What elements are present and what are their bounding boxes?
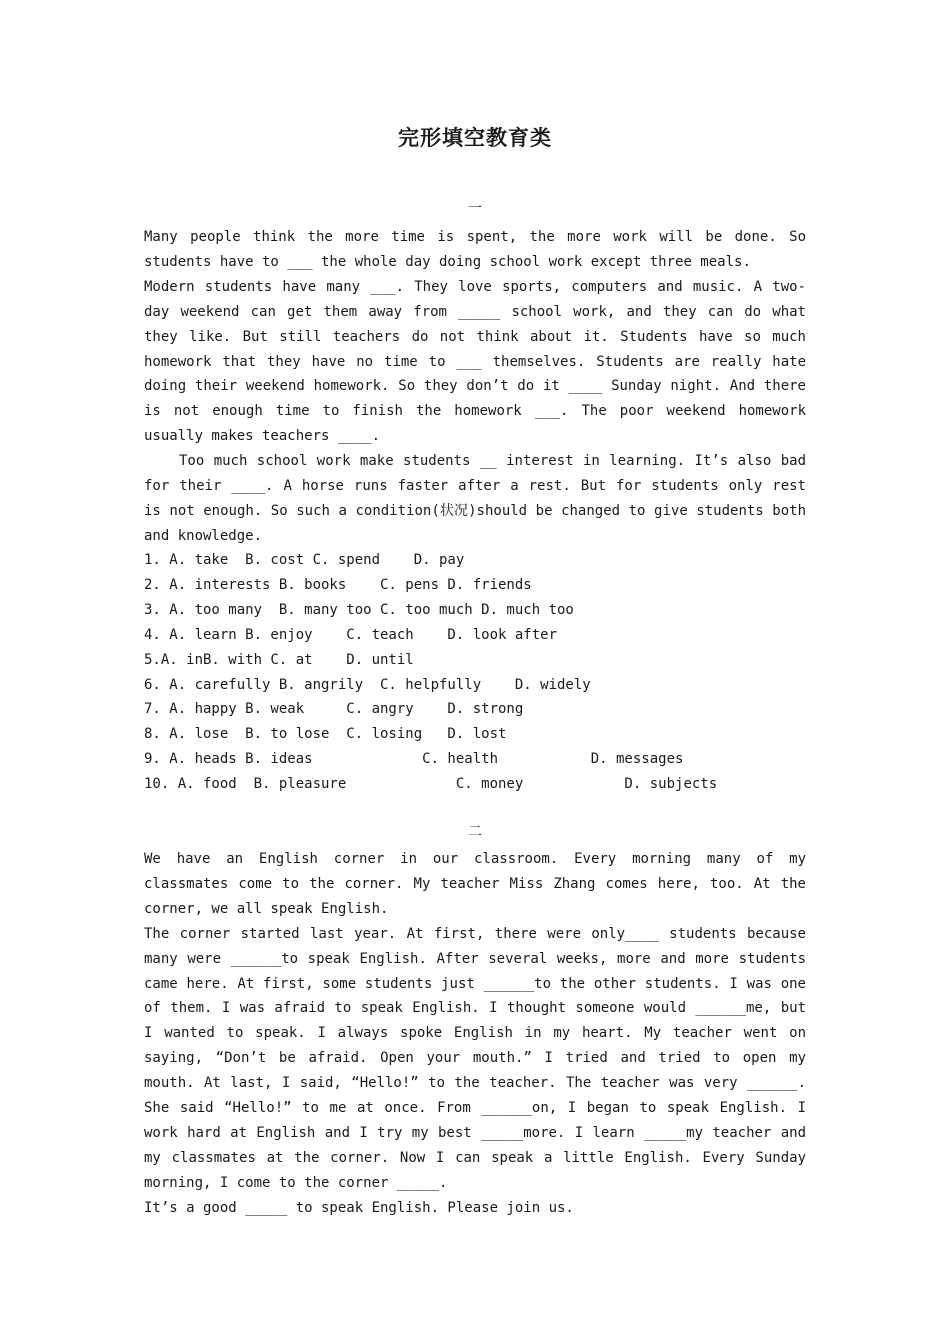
passage-2-paragraph-1: We have an English corner in our classroom. Every morning many of my classmates come to the corner. My teacher Miss Zhang comes here, too. At the corner, we all speak English.: [144, 851, 806, 917]
passage-1-paragraph-1: Many people think the more time is spent, the more work will be done. So students have to ___ the whole day doing school work except three meals.: [144, 229, 806, 270]
option-line: 9. A. heads B. ideas C. health D. messages: [144, 751, 684, 768]
option-line: 5.A. inB. with C. at D. until: [144, 651, 414, 668]
passage-2: [144, 847, 806, 1221]
option-line: 8. A. lose B. to lose C. losing D. lost: [144, 726, 507, 743]
option-line: 1. A. take B. cost C. spend D. pay: [144, 552, 465, 568]
passage-2-paragraph-3: It’s a good _____ to speak English. Please join us.: [144, 1199, 574, 1216]
option-line: 10. A. food B. pleasure C. money D. subjects: [144, 776, 718, 793]
option-line: 3. A. too many B. many too C. too much D. much too: [144, 601, 574, 618]
document-title: 完形填空教育类: [398, 126, 552, 150]
option-line: 2. A. interests B. books C. pens D. friends: [144, 576, 532, 593]
passage-1-paragraph-2: Modern students have many ___. They love sports, computers and music. A two-day weekend can get them away from _____ school work, and they can do what they like. But still teachers do not think about it. Students have so much homework that they have no time to ___ themselves. Students are really hate doing their weekend homework. So they don’t do it ____ Sunday night. And there is not enough time to finish the homework ___. The poor weekend homework usually makes teachers ____.: [144, 278, 806, 445]
passage-2-paragraph-2: The corner started last year. At first, there were only____ students because many were ______to speak English. After several weeks, more and more students came here. At first, some students just ______to the other students. I was one of them. I was afraid to speak English. I thought someone would ______me, but I wanted to speak. I always spoke English in my heart. My teacher went on saying, “Don’t be afraid. Open your mouth.” I tried and tried to open my mouth. At last, I said, “Hello!” to the teacher. The teacher was very ______. She said “Hello!” to me at once. From ______on, I began to speak English. I work hard at English and I try my best _____more. I learn _____my teacher and my classmates at the corner. Now I can speak a little English. Every Sunday morning, I come to the corner _____.: [144, 925, 806, 1191]
section-number-2: 二: [468, 824, 482, 840]
section-number-1: 一: [468, 201, 482, 217]
passage-1: [144, 225, 806, 549]
option-line: 6. A. carefully B. angrily C. helpfully D. widely: [144, 676, 591, 693]
option-line: 7. A. happy B. weak C. angry D. strong: [144, 701, 524, 718]
option-line: 4. A. learn B. enjoy C. teach D. look after: [144, 626, 558, 643]
passage-1-paragraph-3: Too much school work make students __ interest in learning. It’s also bad for their ____. A horse runs faster after a rest. But for students only rest is not enough. So such a condition(状况)should be changed to give students both and knowledge.: [144, 453, 806, 544]
options-list: [144, 548, 806, 797]
